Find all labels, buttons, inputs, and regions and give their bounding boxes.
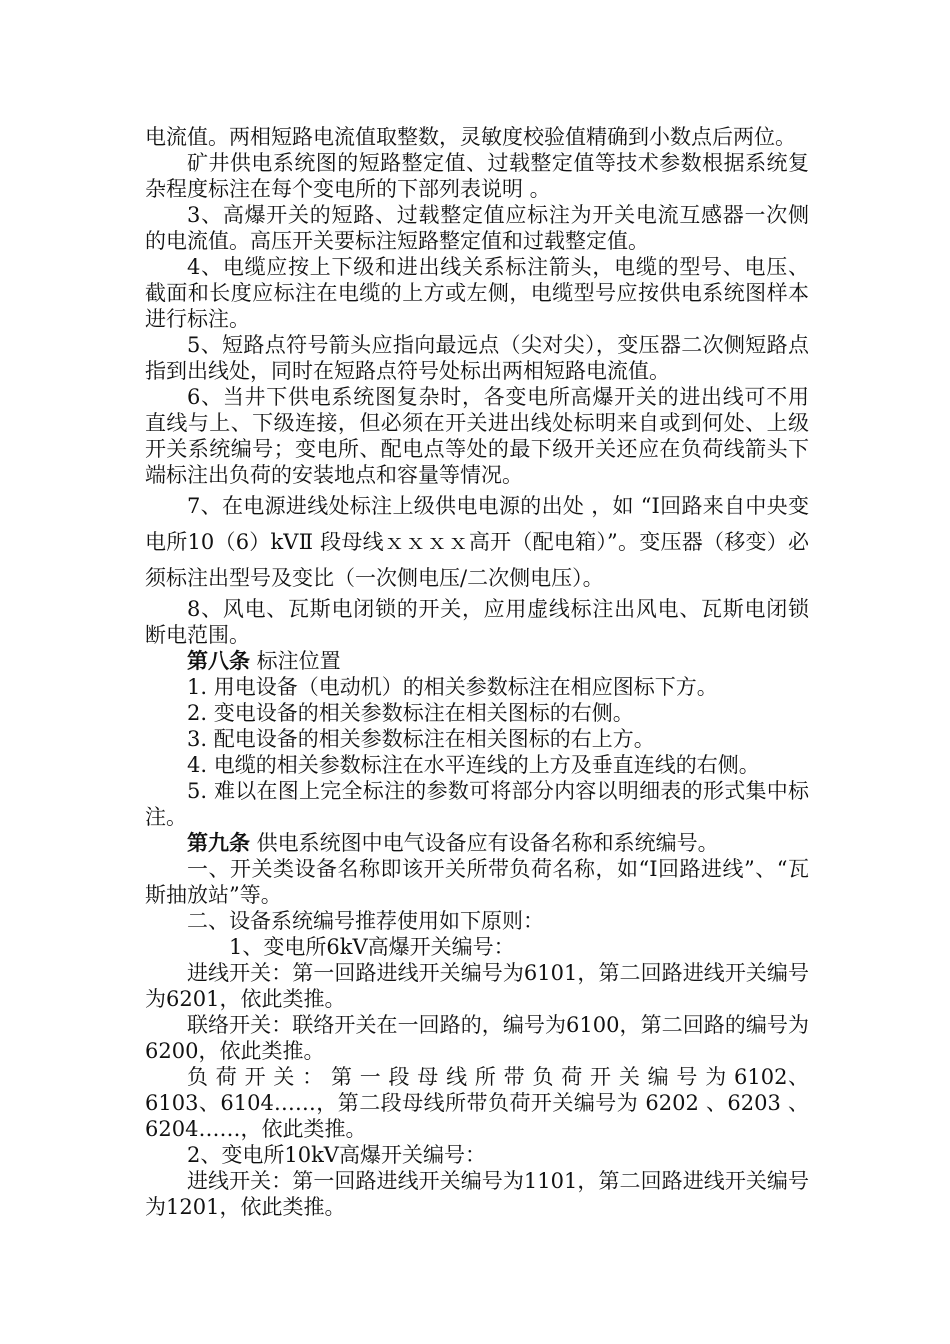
paragraph-item-5: 5、短路点符号箭头应指向最远点（尖对尖），变压器二次侧短路点指到出线处，同时在短路点符号处标出两相短路电流值。 — [145, 333, 809, 383]
paragraph-item-7: 7、在电源进线处标注上级供电电源的出处 ，如 “I回路来自中央变电所10（6）kVⅡ 段母线ｘｘｘｘ高开（配电箱）”。变压器（移变）必须标注出型号及变比（一次侧电压/二次侧电压）。 — [145, 494, 809, 590]
paragraph-item-3: 3、高爆开关的短路、过载整定值应标注为开关电流互感器一次侧的电流值。高压开关要标注短路整定值和过载整定值。 — [145, 203, 809, 253]
position-item-3: 3. 配电设备的相关参数标注在相关图标的右上方。 — [187, 727, 655, 751]
numbering-10kv-heading: 2、变电所10kV高爆开关编号： — [187, 1143, 486, 1167]
paragraph-current-value-precision: 电流值。两相短路电流值取整数，灵敏度校验值精确到小数点后两位。 — [145, 125, 796, 149]
document-page — [145, 124, 809, 1220]
paragraph-item-4: 4、电缆应按上下级和进出线关系标注箭头，电缆的型号、电压、截面和长度应标注在电缆的上方或左侧，电缆型号应按供电系统图样本进行标注。 — [145, 255, 809, 331]
paragraph-item-8: 8、风电、瓦斯电闭锁的开关，应用虚线标注出风电、瓦斯电闭锁断电范围。 — [145, 597, 809, 647]
naming-rule-2: 二、设备系统编号推荐使用如下原则： — [187, 909, 544, 933]
article-9-text: 供电系统图中电气设备应有设备名称和系统编号。 — [250, 831, 719, 855]
numbering-6kv-heading: 1、变电所6kV高爆开关编号： — [229, 935, 515, 959]
position-item-2: 2. 变电设备的相关参数标注在相关图标的右侧。 — [187, 701, 634, 725]
position-item-4: 4. 电缆的相关参数标注在水平连线的上方及垂直连线的右侧。 — [187, 753, 760, 777]
article-8-heading — [145, 648, 809, 674]
article-9-heading — [145, 830, 809, 856]
numbering-10kv-incoming: 进线开关：第一回路进线开关编号为1101，第二回路进线开关编号为1201，依此类推。 — [145, 1169, 809, 1219]
paragraph-setting-table: 矿井供电系统图的短路整定值、过载整定值等技术参数根据系统复杂程度标注在每个变电所的下部列表说明 。 — [145, 151, 809, 201]
position-item-1: 1. 用电设备（电动机）的相关参数标注在相应图标下方。 — [187, 675, 718, 699]
article-8-text: 标注位置 — [250, 649, 341, 673]
paragraph-item-6: 6、当井下供电系统图复杂时，各变电所高爆开关的进出线可不用直线与上、下级连接，但必须在开关进出线处标明来自或到何处、上级开关系统编号；变电所、配电点等处的最下级开关还应在负荷线箭头下端标注出负荷的安装地点和容量等情况。 — [145, 385, 809, 487]
naming-rule-1: 一、开关类设备名称即该开关所带负荷名称，如“I回路进线”、“瓦斯抽放站”等。 — [145, 857, 809, 907]
numbering-6kv-tie: 联络开关：联络开关在一回路的，编号为6100，第二回路的编号为6200，依此类推。 — [145, 1013, 809, 1063]
article-9-title: 第九条 — [187, 830, 250, 855]
article-8-title: 第八条 — [187, 648, 250, 673]
position-item-5: 5. 难以在图上完全标注的参数可将部分内容以明细表的形式集中标注。 — [145, 779, 809, 829]
numbering-6kv-incoming: 进线开关：第一回路进线开关编号为6101，第二回路进线开关编号为6201，依此类推。 — [145, 961, 809, 1011]
numbering-6kv-load: 负 荷 开 关 ： 第 一 段 母 线 所 带 负 荷 开 关 编 号 为 6102、6103、6104……，第二段母线所带负荷开关编号为 6202 、6203 、6204……，依此类推。 — [145, 1065, 809, 1141]
